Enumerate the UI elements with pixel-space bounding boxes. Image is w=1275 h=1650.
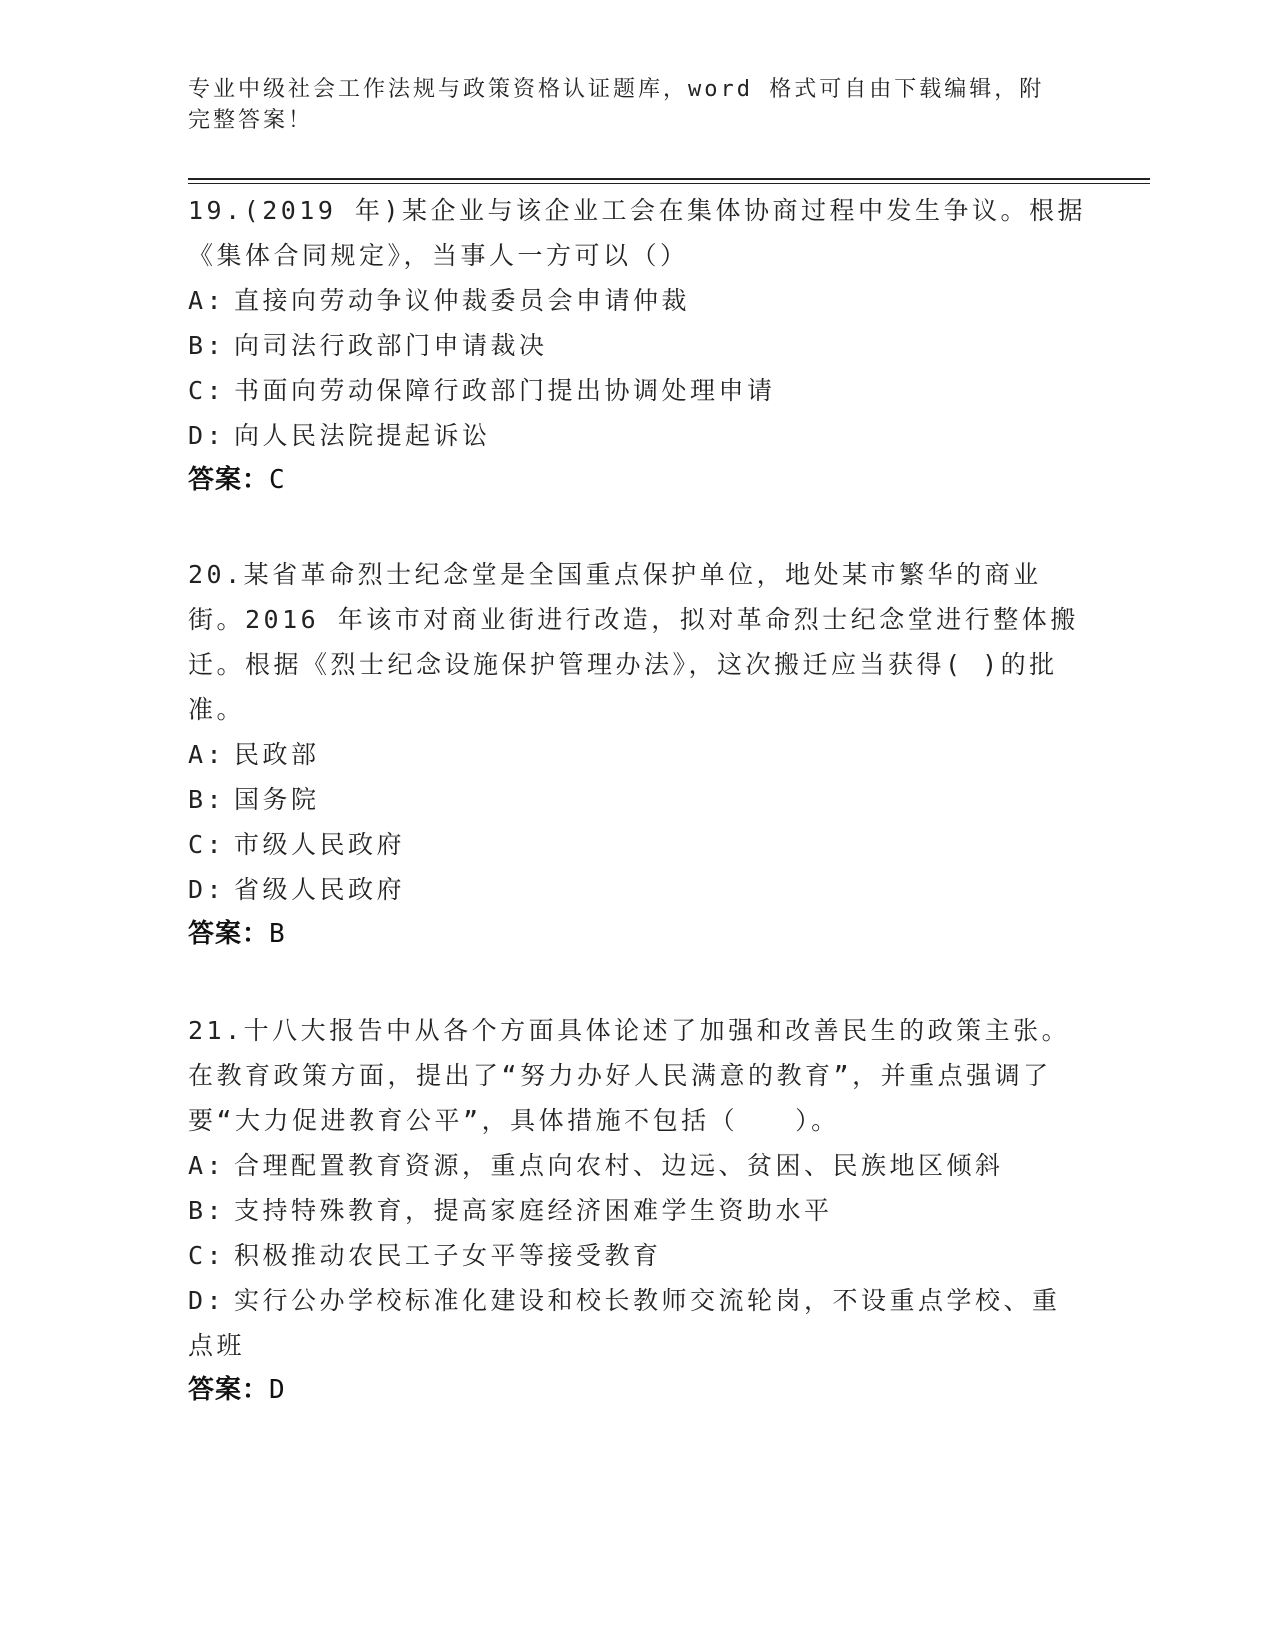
option-letter: C:	[188, 830, 226, 859]
question-stem: 19.(2019 年)某企业与该企业工会在集体协商过程中发生争议。根据《集体合同规定》，当事人一方可以（）	[188, 196, 1087, 270]
option-text: 支持特殊教育，提高家庭经济困难学生资助水平	[234, 1196, 833, 1225]
answer-value: D	[269, 1375, 286, 1405]
option-c	[188, 1233, 1088, 1278]
option-text: 国务院	[234, 785, 320, 814]
header-divider-thin	[188, 183, 1150, 184]
option-letter: A:	[188, 1151, 226, 1180]
option-letter: C:	[188, 1241, 226, 1270]
answer-line	[188, 912, 1088, 957]
option-letter: A:	[188, 286, 226, 315]
answer-value: B	[269, 919, 286, 949]
option-a	[188, 278, 1088, 323]
answer-label: 答案：	[188, 919, 270, 949]
option-b	[188, 323, 1088, 368]
option-d	[188, 1278, 1088, 1368]
question-20	[188, 552, 1088, 957]
option-letter: D:	[188, 875, 226, 904]
option-a	[188, 732, 1088, 777]
option-letter: C:	[188, 376, 226, 405]
option-text: 合理配置教育资源，重点向农村、边远、贫困、民族地区倾斜	[234, 1151, 1004, 1180]
answer-line	[188, 458, 1088, 503]
option-c	[188, 368, 1088, 413]
answer-label: 答案：	[188, 1375, 270, 1405]
question-stem: 21.十八大报告中从各个方面具体论述了加强和改善民生的政策主张。在教育政策方面，提出了“努力办好人民满意的教育”，并重点强调了要“大力促进教育公平”，具体措施不包括（ ）。	[188, 1016, 1071, 1135]
option-text: 向人民法院提起诉讼	[234, 421, 491, 450]
header-divider-thick	[188, 178, 1150, 180]
question-21	[188, 1008, 1088, 1413]
answer-line	[188, 1368, 1088, 1413]
option-text: 直接向劳动争议仲裁委员会申请仲裁	[234, 286, 691, 315]
option-b	[188, 1188, 1088, 1233]
question-19	[188, 188, 1088, 503]
option-letter: D:	[188, 421, 226, 450]
option-text: 市级人民政府	[234, 830, 406, 859]
option-text: 民政部	[234, 740, 320, 769]
option-letter: B:	[188, 785, 226, 814]
option-text: 实行公办学校标准化建设和校长教师交流轮岗，不设重点学校、重点班	[188, 1286, 1061, 1360]
option-text: 省级人民政府	[234, 875, 406, 904]
option-text: 积极推动农民工子女平等接受教育	[234, 1241, 662, 1270]
option-letter: B:	[188, 331, 226, 360]
answer-label: 答案：	[188, 465, 270, 495]
option-letter: A:	[188, 740, 226, 769]
option-d	[188, 413, 1088, 458]
option-text: 书面向劳动保障行政部门提出协调处理申请	[234, 376, 776, 405]
question-stem: 20.某省革命烈士纪念堂是全国重点保护单位，地处某市繁华的商业街。2016 年该市对商业街进行改造，拟对革命烈士纪念堂进行整体搬迁。根据《烈士纪念设施保护管理办法》，这次搬迁应当获得( )的批准。	[188, 560, 1079, 724]
option-d	[188, 867, 1088, 912]
option-a	[188, 1143, 1088, 1188]
option-letter: B:	[188, 1196, 226, 1225]
option-letter: D:	[188, 1286, 226, 1315]
option-text: 向司法行政部门申请裁决	[234, 331, 548, 360]
document-header: 专业中级社会工作法规与政策资格认证题库，word 格式可自由下载编辑，附完整答案！	[188, 77, 1045, 133]
answer-value: C	[269, 465, 286, 495]
option-b	[188, 777, 1088, 822]
option-c	[188, 822, 1088, 867]
